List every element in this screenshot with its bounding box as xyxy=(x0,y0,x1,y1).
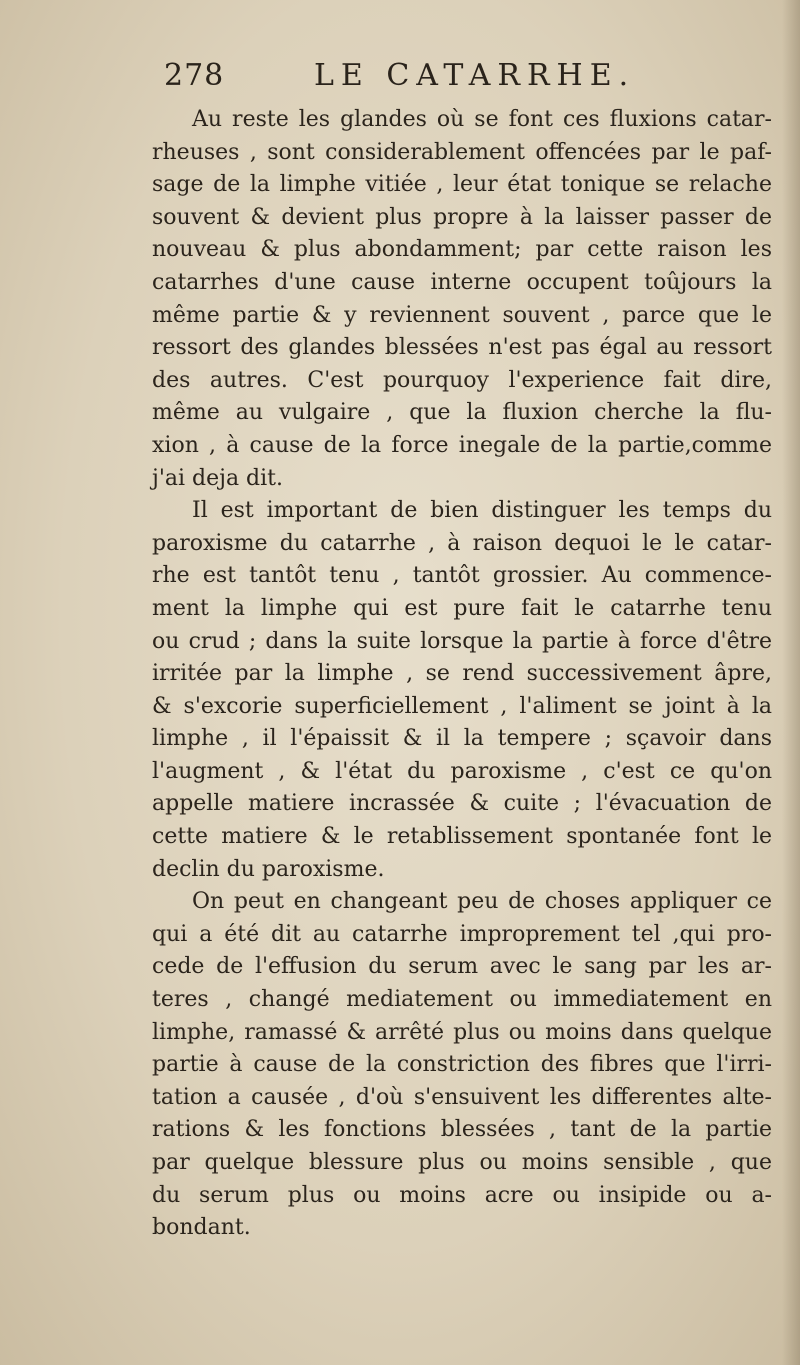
text-line: rheuses , sont considerablement offencées par le paf- xyxy=(152,139,772,165)
text-line: par quelque blessure plus ou moins sensible , que xyxy=(152,1150,772,1175)
text-line: catarrhes d'une cause interne occupent toûjours la xyxy=(152,269,772,295)
text-line: ressort des glandes blessées n'est pas égal au ressort xyxy=(152,335,772,361)
text-line: sage de la limphe vitiée , leur état tonique se relache xyxy=(152,172,772,198)
text-line: teres , changé mediatement ou immediatement en xyxy=(152,987,772,1013)
text-line: appelle matiere incrassée & cuite ; l'évacuation de xyxy=(152,791,772,817)
page-edge-shadow xyxy=(782,0,800,1365)
text-line: paroxisme du catarrhe , à raison dequoi le le catar- xyxy=(152,530,772,556)
text-line: même partie & y reviennent souvent , parce que le xyxy=(152,302,772,328)
text-line: souvent & devient plus propre à la laisser passer de xyxy=(152,204,772,230)
text-line: irritée par la limphe , se rend successivement âpre, xyxy=(152,661,772,687)
text-line: Au reste les glandes où se font ces fluxions catar- xyxy=(192,107,772,132)
text-line: l'augment , & l'état du paroxisme , c'est ce qu'on xyxy=(152,758,772,784)
text-line: ou crud ; dans la suite lorsque la partie à force d'être xyxy=(152,628,772,654)
text-line: bondant. xyxy=(152,1215,251,1241)
text-line: xion , à cause de la force inegale de la partie,comme xyxy=(152,432,772,458)
text-line: qui a été dit au catarrhe improprement tel ,qui pro- xyxy=(152,921,772,947)
page-number: 278 xyxy=(164,58,225,93)
body-text xyxy=(152,104,772,1245)
text-line: limphe, ramassé & arrêté plus ou moins dans quelque xyxy=(152,1019,772,1045)
text-line: On peut en changeant peu de choses appliquer ce xyxy=(192,889,772,915)
text-line: declin du paroxisme. xyxy=(152,856,385,882)
text-line: cette matiere & le retablissement spontanée font le xyxy=(152,824,772,850)
text-line: limphe , il l'épaissit & il la tempere ; sçavoir dans xyxy=(152,726,772,752)
text-line: des autres. C'est pourquoy l'experience fait dire, xyxy=(152,367,772,393)
text-line: du serum plus ou moins acre ou insipide ou a- xyxy=(152,1182,772,1208)
text-line: Il est important de bien distinguer les temps du xyxy=(192,498,772,524)
text-line: cede de l'effusion du serum avec le sang par les ar- xyxy=(152,954,772,980)
text-line: & s'excorie superficiellement , l'aliment se joint à la xyxy=(152,693,772,719)
text-line: tation a causée , d'où s'ensuivent les differentes alte- xyxy=(152,1084,772,1110)
text-line: nouveau & plus abondamment; par cette raison les xyxy=(152,237,772,263)
text-line: rhe est tantôt tenu , tantôt grossier. Au commence- xyxy=(152,563,772,589)
text-line: j'ai deja dit. xyxy=(152,465,284,491)
text-line: même au vulgaire , que la fluxion cherche la flu- xyxy=(152,400,772,426)
text-line: rations & les fonctions blessées , tant de la partie xyxy=(152,1117,772,1143)
running-title: LE CATARRHE. xyxy=(314,58,636,93)
text-line: partie à cause de la constriction des fibres que l'irri- xyxy=(152,1052,772,1078)
text-line: ment la limphe qui est pure fait le catarrhe tenu xyxy=(152,595,772,621)
